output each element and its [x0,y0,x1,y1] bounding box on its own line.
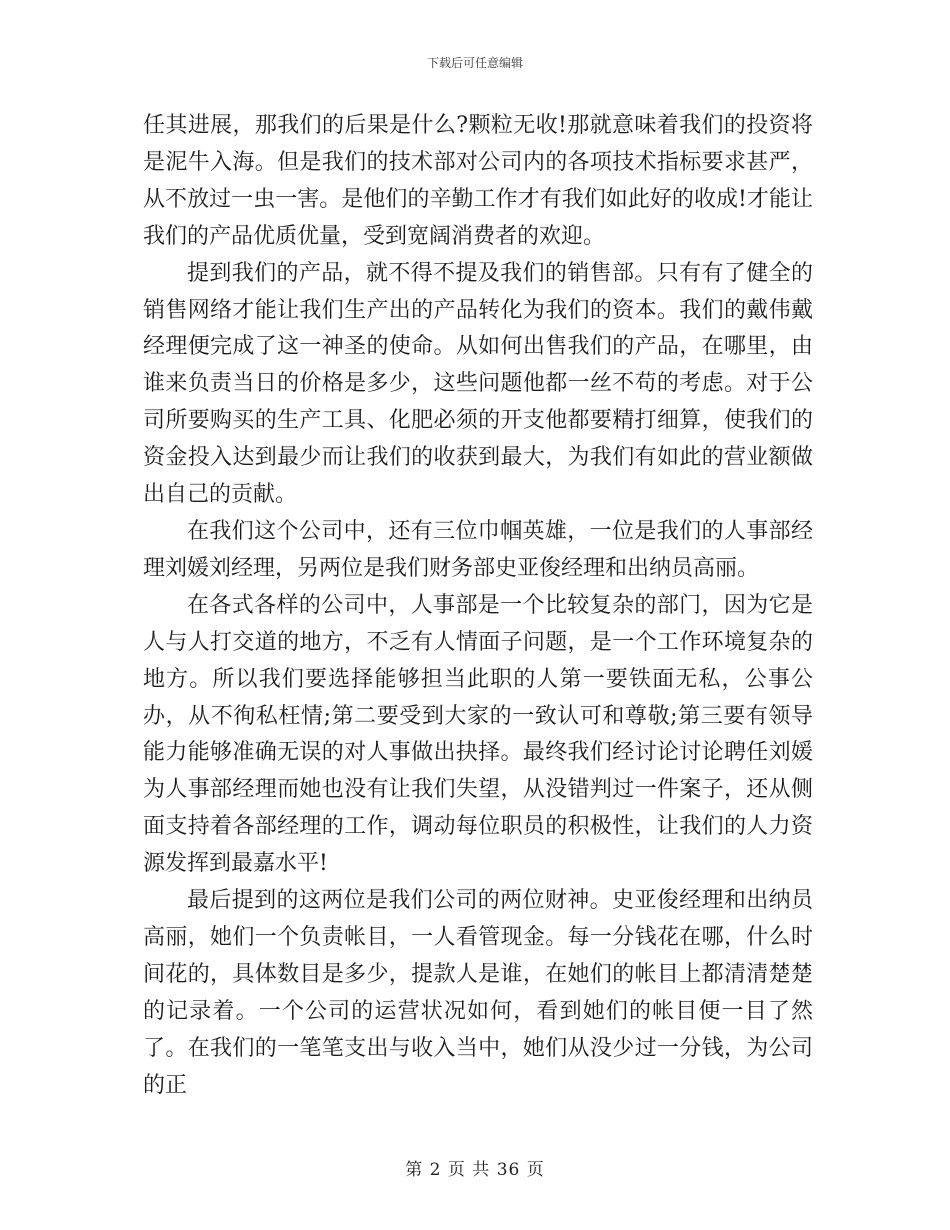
paragraph-1: 任其进展，那我们的后果是什么?颗粒无收!那就意味着我们的投资将是泥牛入海。但是我们的技术部对公司内的各项技术指标要求甚严，从不放过一虫一害。是他们的辛勤工作才有我们如此好的收成!才能让我们的产品优质优量，受到宽阔消费者的欢迎。 [143,113,813,249]
page-footer: 第 2 页 共 36 页 [405,1160,545,1180]
paragraph-5: 最后提到的这两位是我们公司的两位财神。史亚俊经理和出纳员高丽，她们一个负责帐目，一人看管现金。每一分钱花在哪，什么时间花的，具体数目是多少，提款人是谁，在她们的帐目上都清清楚楚的记录着。一个公司的运营状况如何，看到她们的帐目便一目了然了。在我们的一笔笔支出与收入当中，她们从没少过一分钱，为公司的正 [143,888,813,1098]
paragraph-2: 提到我们的产品，就不得不提及我们的销售部。只有有了健全的销售网络才能让我们生产出的产品转化为我们的资本。我们的戴伟戴经理便完成了这一神圣的使命。从如何出售我们的产品，在哪里，由谁来负责当日的价格是多少，这些问题他都一丝不苟的考虑。对于公司所要购买的生产工具、化肥必须的开支他都要精打细算，使我们的资金投入达到最少而让我们的收获到最大，为我们有如此的营业额做出自己的贡献。 [143,260,813,508]
paragraph-3: 在我们这个公司中，还有三位巾帼英雄，一位是我们的人事部经理刘媛刘经理，另两位是我们财务部史亚俊经理和出纳员高丽。 [143,518,813,581]
paragraph-4: 在各式各样的公司中，人事部是一个比较复杂的部门，因为它是人与人打交道的地方，不乏有人情面子问题，是一个工作环境复杂的地方。所以我们要选择能够担当此职的人第一要铁面无私，公事公办，从不徇私枉情;第二要受到大家的一致认可和尊敬;第三要有领导能力能够准确无误的对人事做出抉择。最终我们经讨论讨论聘任刘媛为人事部经理而她也没有让我们失望，从没错判过一件案子，还从侧面支持着各部经理的工作，调动每位职员的积极性，让我们的人力资源发挥到最嘉水平! [143,592,813,877]
document-body [143,108,813,1104]
page-header: 下载后可任意编辑 [426,56,523,70]
